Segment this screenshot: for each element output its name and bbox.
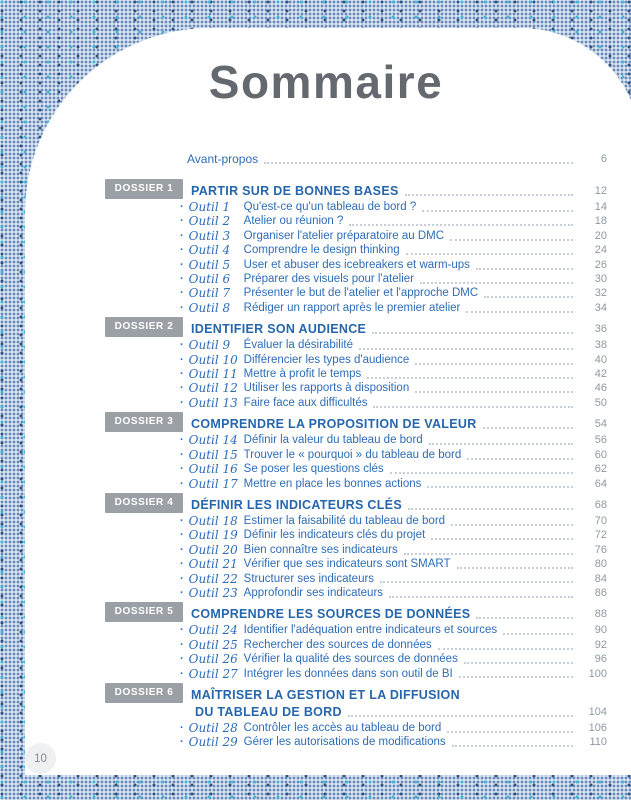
tool-label: Outil 17 xyxy=(188,476,238,491)
tool-label: Outil 12 xyxy=(188,381,238,396)
dotted-leader xyxy=(422,210,573,212)
item-label: Vérifier la qualité des sources de données xyxy=(243,653,458,666)
toc-item xyxy=(180,338,607,352)
item-page: 46 xyxy=(594,382,607,395)
item-page: 20 xyxy=(594,229,607,242)
item-bullet: · xyxy=(180,736,184,749)
tool-label: Outil 22 xyxy=(188,571,238,586)
item-page: 30 xyxy=(594,273,607,286)
item-label: Définir les indicateurs clés du projet xyxy=(243,529,426,542)
item-bullet: · xyxy=(180,301,184,314)
toc-item xyxy=(180,286,607,300)
toc-item xyxy=(180,623,607,637)
tool-label: Outil 15 xyxy=(188,447,238,462)
item-bullet: · xyxy=(180,653,184,666)
section-header-row xyxy=(105,179,607,199)
dotted-leader xyxy=(438,648,573,650)
dotted-leader xyxy=(467,458,573,460)
tool-label: Outil 29 xyxy=(188,735,238,750)
tool-label: Outil 19 xyxy=(188,528,238,543)
item-page: 80 xyxy=(594,558,607,571)
dotted-leader xyxy=(406,253,573,255)
item-bullet: · xyxy=(180,638,184,651)
item-bullet: · xyxy=(180,396,184,409)
item-page: 40 xyxy=(594,353,607,366)
item-page: 100 xyxy=(588,667,607,680)
item-page: 84 xyxy=(594,572,607,585)
tool-label: Outil 27 xyxy=(188,666,238,681)
tool-label: Outil 13 xyxy=(188,395,238,410)
dotted-leader xyxy=(359,348,573,350)
section-header-row xyxy=(105,602,607,622)
section-header-row xyxy=(105,683,607,703)
section-title: MAÎTRISER LA GESTION ET LA DIFFUSION xyxy=(191,687,460,702)
dotted-leader xyxy=(415,391,573,393)
toc-item xyxy=(180,381,607,395)
toc-item xyxy=(180,367,607,381)
dotted-leader xyxy=(349,224,573,226)
toc-item xyxy=(180,272,607,286)
tool-label: Outil 28 xyxy=(188,720,238,735)
tool-label: Outil 2 xyxy=(188,214,231,229)
item-label: Différencier les types d'audience xyxy=(243,353,410,366)
tool-label: Outil 8 xyxy=(188,300,231,315)
dotted-leader xyxy=(451,524,573,526)
toc-section xyxy=(105,683,607,750)
item-page: 14 xyxy=(594,201,607,213)
section-page: 36 xyxy=(594,323,607,336)
item-page: 26 xyxy=(594,258,607,271)
item-label: Rédiger un rapport après le premier atelier xyxy=(243,301,461,314)
item-page: 32 xyxy=(594,287,607,300)
item-bullet: · xyxy=(180,624,184,637)
dotted-leader xyxy=(464,662,573,664)
toc-item xyxy=(180,667,607,681)
tool-label: Outil 20 xyxy=(188,542,238,557)
section-header-row xyxy=(105,317,607,337)
item-page: 76 xyxy=(594,543,607,556)
item-bullet: · xyxy=(180,463,184,476)
dotted-leader xyxy=(427,486,573,488)
item-bullet: · xyxy=(180,448,184,461)
item-bullet: · xyxy=(180,721,184,734)
item-bullet: · xyxy=(180,244,184,257)
item-label: Identifier l'adéquation entre indicateurs et sources xyxy=(243,624,498,637)
item-bullet: · xyxy=(180,667,184,680)
item-bullet: · xyxy=(180,572,184,585)
toc-section xyxy=(105,317,607,410)
dotted-leader xyxy=(405,194,573,196)
item-bullet: · xyxy=(180,514,184,527)
item-label: Contrôler les accès au tableau de bord xyxy=(243,721,442,734)
item-bullet: · xyxy=(180,543,184,556)
item-bullet: · xyxy=(180,287,184,300)
dotted-leader xyxy=(372,332,573,334)
tool-label: Outil 24 xyxy=(188,623,238,638)
tool-label: Outil 9 xyxy=(188,338,231,353)
item-page: 72 xyxy=(594,529,607,542)
dotted-leader xyxy=(476,268,573,270)
item-bullet: · xyxy=(180,529,184,542)
item-label: User et abuser des icebreakers et warm-ups xyxy=(243,258,470,271)
section-title: IDENTIFIER SON AUDIENCE xyxy=(191,322,367,337)
item-label: Gérer les autorisations de modifications xyxy=(243,736,446,749)
item-page: 42 xyxy=(594,368,607,381)
toc-item xyxy=(180,214,607,228)
item-page: 56 xyxy=(594,434,607,447)
item-bullet: · xyxy=(180,368,184,381)
section-title: COMPRENDRE LES SOURCES DE DONNÉES xyxy=(191,607,471,622)
dotted-leader xyxy=(415,363,573,365)
dotted-leader xyxy=(483,427,573,429)
item-label: Rechercher des sources de données xyxy=(243,638,432,651)
book-page xyxy=(25,28,631,775)
tool-label: Outil 5 xyxy=(188,257,231,272)
dossier-badge: DOSSIER 5 xyxy=(105,602,183,622)
item-page: 38 xyxy=(594,339,607,352)
section-title: COMPRENDRE LA PROPOSITION DE VALEUR xyxy=(191,417,477,432)
dotted-leader xyxy=(447,731,573,733)
item-bullet: · xyxy=(180,558,184,571)
toc-item xyxy=(180,433,607,447)
item-page: 86 xyxy=(594,586,607,599)
item-page: 50 xyxy=(594,396,607,409)
item-label: Vérifier que ses indicateurs sont SMART xyxy=(243,558,451,571)
item-label: Atelier ou réunion ? xyxy=(243,215,344,228)
toc-list xyxy=(105,179,607,750)
section-title-line2: DU TABLEAU DE BORD xyxy=(195,704,342,719)
item-bullet: · xyxy=(180,586,184,599)
dotted-leader xyxy=(484,296,573,298)
item-label: Estimer la faisabilité du tableau de bord xyxy=(243,514,446,527)
section-page: 54 xyxy=(594,418,607,431)
toc-item xyxy=(180,477,607,491)
tool-label: Outil 1 xyxy=(188,200,231,214)
dossier-badge: DOSSIER 6 xyxy=(105,683,183,703)
dotted-leader xyxy=(503,633,573,635)
item-bullet: · xyxy=(180,477,184,490)
item-label: Mettre à profit le temps xyxy=(243,368,362,381)
tool-label: Outil 7 xyxy=(188,286,231,301)
item-bullet: · xyxy=(180,215,184,228)
toc-item xyxy=(180,396,607,410)
section-header-row xyxy=(105,493,607,513)
toc-item xyxy=(180,528,607,542)
toc-item xyxy=(180,448,607,462)
item-page: 70 xyxy=(594,514,607,527)
item-label: Évaluer la désirabilité xyxy=(243,339,353,352)
dotted-leader xyxy=(367,377,573,379)
page-number: 10 xyxy=(34,752,47,765)
item-label: Faire face aux difficultés xyxy=(243,396,368,409)
section-page: 12 xyxy=(594,185,607,197)
item-bullet: · xyxy=(180,434,184,447)
toc-item xyxy=(180,586,607,600)
tool-label: Outil 16 xyxy=(188,462,238,477)
dossier-badge: DOSSIER 1 xyxy=(105,179,183,199)
toc-section xyxy=(105,493,607,600)
toc-item xyxy=(180,258,607,272)
tool-label: Outil 3 xyxy=(188,228,231,243)
item-bullet: · xyxy=(180,258,184,271)
toc-item xyxy=(180,721,607,735)
dotted-leader xyxy=(389,596,573,598)
toc-item xyxy=(180,652,607,666)
item-page: 92 xyxy=(594,638,607,651)
item-page: 110 xyxy=(589,736,607,749)
tool-label: Outil 11 xyxy=(188,367,238,382)
dossier-badge: DOSSIER 4 xyxy=(105,493,183,513)
dotted-leader xyxy=(348,715,573,717)
section-page: 68 xyxy=(594,498,607,511)
item-page: 34 xyxy=(594,301,607,314)
dotted-leader xyxy=(450,239,573,241)
section-header-row-2 xyxy=(105,704,607,720)
dossier-badge: DOSSIER 2 xyxy=(105,317,183,337)
tool-label: Outil 25 xyxy=(188,637,238,652)
dotted-leader xyxy=(429,443,573,445)
tool-label: Outil 6 xyxy=(188,272,231,287)
item-page: 62 xyxy=(594,463,607,476)
tool-label: Outil 14 xyxy=(188,433,238,448)
toc-section xyxy=(105,412,607,491)
item-label: Mettre en place les bonnes actions xyxy=(243,477,422,490)
toc-section xyxy=(105,602,607,681)
toc-item xyxy=(180,638,607,652)
item-page: 24 xyxy=(594,244,607,257)
frontmatter-page: 6 xyxy=(600,153,607,165)
toc-item xyxy=(180,301,607,315)
item-label: Approfondir ses indicateurs xyxy=(243,586,384,599)
dotted-leader xyxy=(404,553,573,555)
dotted-leader xyxy=(408,508,573,510)
item-page: 106 xyxy=(588,721,607,734)
tool-label: Outil 10 xyxy=(188,352,238,367)
toc-section xyxy=(105,179,607,315)
item-label: Se poser les questions clés xyxy=(243,463,384,476)
tool-label: Outil 21 xyxy=(188,557,238,572)
dotted-leader xyxy=(466,311,573,313)
item-label: Bien connaître ses indicateurs xyxy=(243,543,398,556)
dotted-leader xyxy=(459,676,573,678)
section-header-row xyxy=(105,412,607,432)
tool-label: Outil 26 xyxy=(188,652,238,667)
toc-item xyxy=(180,229,607,243)
item-label: Préparer des visuels pour l'atelier xyxy=(243,273,414,286)
page-number-badge xyxy=(25,743,56,774)
item-label: Organiser l'atelier préparatoire au DMC xyxy=(243,229,445,242)
section-title: DÉFINIR LES INDICATEURS CLÉS xyxy=(191,497,402,512)
dossier-badge: DOSSIER 3 xyxy=(105,412,183,432)
item-bullet: · xyxy=(180,382,184,395)
dotted-leader xyxy=(457,567,573,569)
toc-item xyxy=(180,543,607,557)
item-label: Utiliser les rapports à disposition xyxy=(243,382,410,395)
dotted-leader xyxy=(431,538,573,540)
dotted-leader xyxy=(452,745,573,747)
dotted-leader xyxy=(380,581,573,583)
page-title: Sommaire xyxy=(208,56,444,108)
item-page: 60 xyxy=(594,448,607,461)
dotted-leader xyxy=(264,162,573,164)
item-page: 96 xyxy=(594,653,607,666)
frontmatter-label: Avant-propos xyxy=(187,152,259,166)
tool-label: Outil 18 xyxy=(188,513,238,528)
section-page: 88 xyxy=(594,608,607,621)
toc-item xyxy=(180,200,607,214)
toc-item xyxy=(180,462,607,476)
frontmatter-row xyxy=(187,152,607,167)
dotted-leader xyxy=(390,472,573,474)
toc-item xyxy=(180,514,607,528)
item-label: Trouver le « pourquoi » du tableau de bord xyxy=(243,448,462,461)
item-label: Présenter le but de l'atelier et l'approche DMC xyxy=(243,287,479,300)
item-page: 90 xyxy=(594,624,607,637)
item-label: Qu'est-ce qu'un tableau de bord ? xyxy=(243,201,417,213)
item-page: 18 xyxy=(594,215,607,228)
dotted-leader xyxy=(420,282,573,284)
dotted-leader xyxy=(373,406,573,408)
toc-item xyxy=(180,243,607,257)
item-page: 64 xyxy=(594,477,607,490)
toc-item xyxy=(180,735,607,749)
tool-label: Outil 23 xyxy=(188,585,238,600)
item-bullet: · xyxy=(180,273,184,286)
section-page: 104 xyxy=(588,705,607,718)
item-bullet: · xyxy=(180,201,184,213)
item-bullet: · xyxy=(180,339,184,352)
item-bullet: · xyxy=(180,353,184,366)
toc-item xyxy=(180,557,607,571)
toc-item xyxy=(180,572,607,586)
toc-item xyxy=(180,353,607,367)
item-label: Structurer ses indicateurs xyxy=(243,572,375,585)
item-label: Intégrer les données dans son outil de BI xyxy=(243,667,453,680)
tool-label: Outil 4 xyxy=(188,243,231,258)
item-label: Définir la valeur du tableau de bord xyxy=(243,434,423,447)
item-label: Comprendre le design thinking xyxy=(243,244,400,257)
section-title: PARTIR SUR DE BONNES BASES xyxy=(191,184,399,198)
item-bullet: · xyxy=(180,229,184,242)
dotted-leader xyxy=(476,617,573,619)
